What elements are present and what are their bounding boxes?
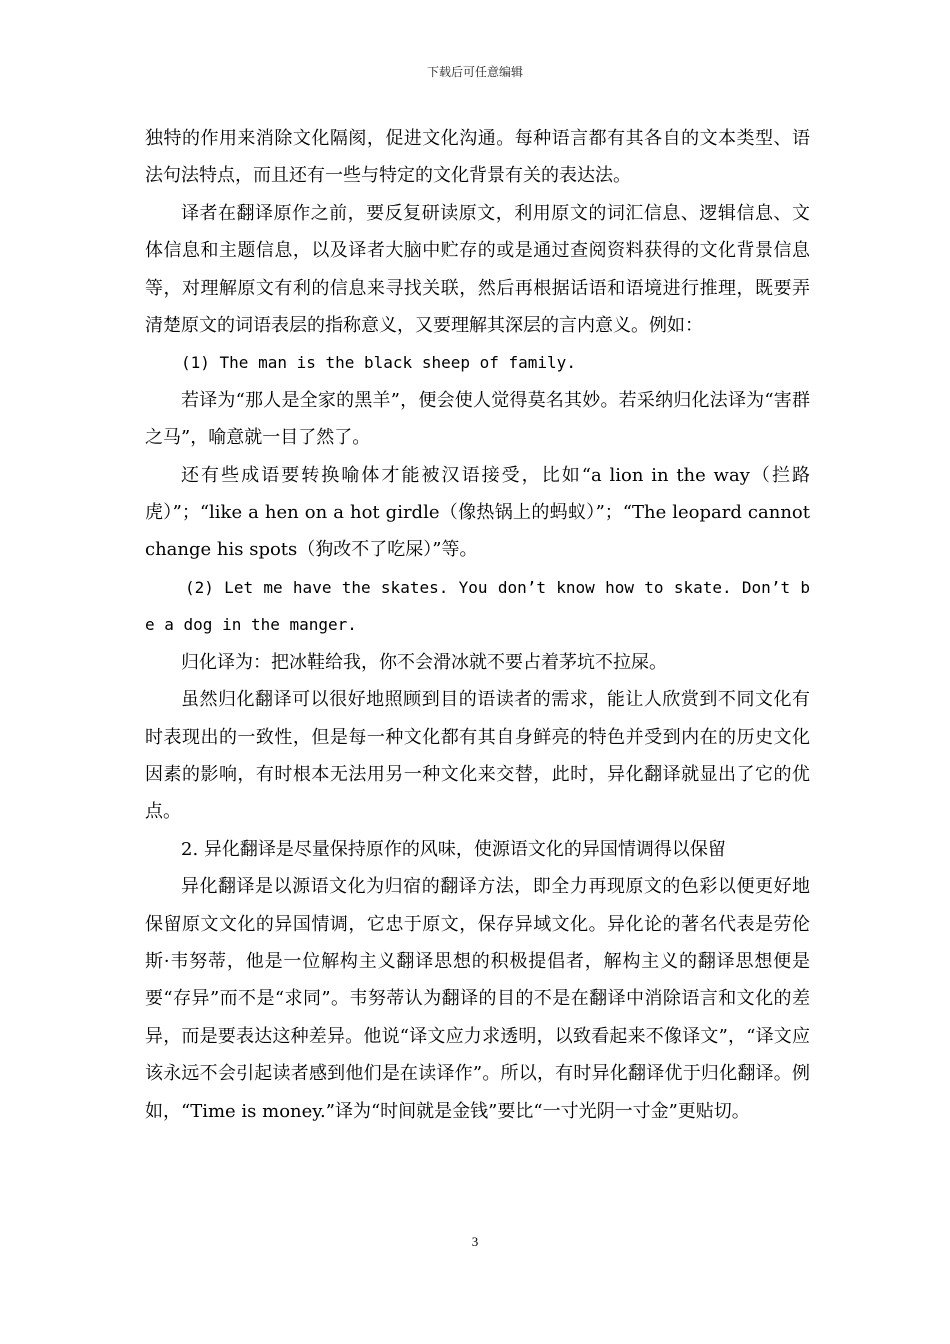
example-2-english: (2) Let me have the skates. You don’t know how to skate. Don’t be a dog in the manger. bbox=[145, 577, 810, 635]
paragraph-example-2-translation: 归化译为：把冰鞋给我，你不会滑冰就不要占着茅坑不拉屎。 bbox=[181, 651, 667, 673]
paragraph-continuation: 独特的作用来消除文化隔阂，促进文化沟通。每种语言都有其各自的文本类型、语法句法特点，而且还有一些与特定的文化背景有关的表达法。 bbox=[145, 128, 810, 187]
section-heading-foreignization: 2. 异化翻译是尽量保持原作的风味，使源语文化的异国情调得以保留 bbox=[181, 838, 726, 860]
paragraph-domestication-limits: 虽然归化翻译可以很好地照顾到目的语读者的需求，能让人欣赏到不同文化有时表现出的一致性，但是每一种文化都有其自身鲜亮的特色并受到内在的历史文化因素的影响，有时根本无法用另一种文化来交替，此时，异化翻译就显出了它的优点。 bbox=[145, 689, 810, 823]
paragraph-translator-process: 译者在翻译原作之前，要反复研读原文，利用原文的词汇信息、逻辑信息、文体信息和主题信息，以及译者大脑中贮存的或是通过查阅资料获得的文化背景信息等，对理解原文有利的信息来寻找关联，然后再根据话语和语境进行推理，既要弄清楚原文的词语表层的指称意义，又要理解其深层的言内意义。例如： bbox=[145, 202, 810, 337]
page-header: 下载后可任意编辑 bbox=[426, 65, 523, 79]
page-number: 3 bbox=[471, 1234, 479, 1249]
document-body bbox=[145, 120, 810, 1130]
example-1-english: (1) The man is the black sheep of family. bbox=[181, 353, 576, 373]
paragraph-foreignization: 异化翻译是以源语文化为归宿的翻译方法，即全力再现原文的色彩以便更好地保留原文文化的异国情调，它忠于原文，保存异域文化。异化论的著名代表是劳伦斯·韦努蒂，他是一位解构主义翻译思想的积极提倡者，解构主义的翻译思想便是要“存异”而不是“求同”。韦努蒂认为翻译的目的不是在翻译中消除语言和文化的差异，而是要表达这种差异。他说“译文应力求透明，以致看起来不像译文”，“译文应该永远不会引起读者感到他们是在读译作”。所以，有时异化翻译优于归化翻译。例如，“Time is money.”译为“时间就是金钱”要比“一寸光阴一寸金”更贴切。 bbox=[145, 876, 810, 1122]
paragraph-idiom-examples: 还有些成语要转换喻体才能被汉语接受，比如“a lion in the way（拦路虎）”；“like a hen on a hot girdle（像热锅上的蚂蚁）”；“The leopard cannot change his spots（狗改不了吃屎）”等。 bbox=[145, 464, 810, 561]
paragraph-example-1-translation: 若译为“那人是全家的黑羊”，便会使人觉得莫名其妙。若采纳归化法译为“害群之马”，喻意就一目了然了。 bbox=[145, 389, 810, 449]
